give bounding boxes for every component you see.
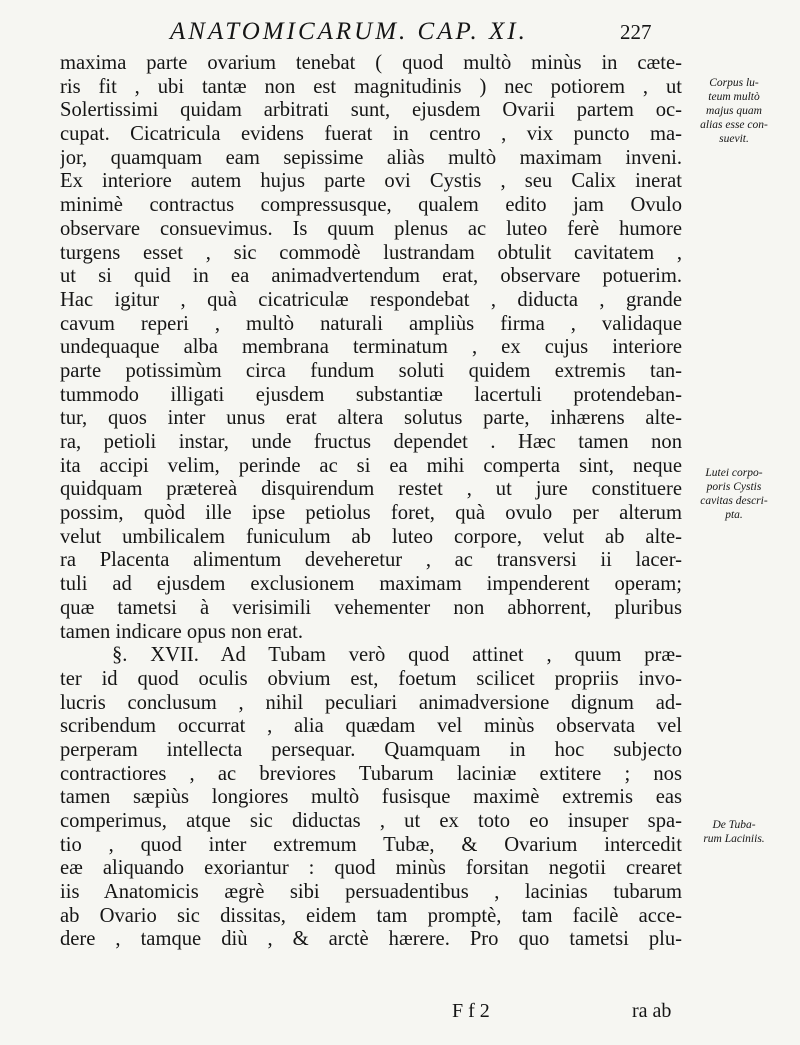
text-line: jor, quamquam eam sepissime aliàs multò maximam inveni. <box>60 146 682 169</box>
margin-note-tubarum-laciniis <box>684 818 784 846</box>
section-heading-line: §. XVII. Ad Tubam verò quod attinet , quum præ- <box>112 644 682 667</box>
margin-note-corpus-luteum <box>684 76 784 146</box>
text-line: Hac igitur , quà cicatriculæ respondebat , diducta , grande <box>60 288 682 311</box>
margin-note-line: rum Laciniis. <box>703 833 765 845</box>
margin-note-line: suevit. <box>719 133 749 145</box>
margin-note-line: Corpus lu- <box>709 77 759 89</box>
margin-note-line: poris Cystis <box>706 481 762 493</box>
text-line: velut umbilicalem funiculum ab luteo corpore, velut ab alte- <box>60 525 682 548</box>
text-line: perperam intellecta persequar. Quamquam in hoc subjecto <box>60 738 682 761</box>
text-line: scribendum occurrat , alia quædam vel minùs observata vel <box>60 715 682 738</box>
page-header <box>0 18 800 50</box>
text-line: observare consuevimus. Is quum plenus ac luteo ferè humore <box>60 217 682 240</box>
text-line: ris fit , ubi tantæ non est magnitudinis ) nec potiorem , ut <box>60 75 682 98</box>
text-line: ita accipi velim, perinde ac si ea mihi comperta sint, neque <box>60 454 682 477</box>
text-line: tio , quod inter extremum Tubæ, & Ovarium intercedit <box>60 833 682 856</box>
text-line: cupat. Cicatricula evidens fuerat in centro , vix puncto ma- <box>60 123 682 146</box>
text-line: ter id quod oculis obvium est, foetum scilicet propriis invo- <box>60 667 682 690</box>
text-line: dere , tamque diù , & arctè hærere. Pro quo tametsi plu- <box>60 928 682 951</box>
text-line: tur, quos inter unus erat altera solutus parte, inhærens alte- <box>60 407 682 430</box>
page-number: 227 <box>620 20 652 44</box>
text-line: iis Anatomicis ægrè sibi persuadentibus , lacinias tubarum <box>60 881 682 904</box>
text-line: comperimus, atque sic diductas , ut ex toto eo insuper spa- <box>60 810 682 832</box>
body-text <box>60 52 682 952</box>
margin-note-line: Lutei corpo- <box>705 467 763 479</box>
margin-note-line: teum multò <box>708 91 760 103</box>
running-head: ANATOMICARUM. CAP. XI. <box>170 18 528 45</box>
margin-note-line: pta. <box>725 509 743 521</box>
text-line: lucris conclusum , nihil peculiari animadversione dignum ad- <box>60 691 682 714</box>
text-line: eæ aliquando exoriantur : quod minùs forsitan negotii crearet <box>60 857 682 880</box>
margin-note-line: De Tuba- <box>712 819 756 831</box>
text-line: ab Ovario sic dissitas, eidem tam promptè, tam facilè acce- <box>60 904 682 927</box>
text-line: quæ tametsi à verisimili vehementer non abhorrent, pluribus <box>60 596 682 619</box>
text-line: ut si quid in ea animadvertendum erat, observare potuerim. <box>60 265 682 288</box>
catchword: ra ab <box>632 1000 672 1022</box>
text-line: Solertissimi quidam arbitrati sunt, ejusdem Ovarii partem oc- <box>60 99 682 122</box>
text-line: turgens esset , sic commodè lustrandam obtulit cavitatem , <box>60 241 682 264</box>
text-line: tuli ad ejusdem exclusionem maximam impenderent operam; <box>60 573 682 596</box>
text-line: tamen sæpiùs longiores multò fusisque maximè extremis eas <box>60 786 682 809</box>
text-line: tummodo illigati ejusdem substantiæ lacertuli protendeban- <box>60 383 682 406</box>
margin-note-line: cavitas descri- <box>700 495 768 507</box>
paragraph-end-line: tamen indicare opus non erat. <box>60 620 304 643</box>
margin-note-line: alias esse con- <box>700 119 768 131</box>
text-line: possim, quòd ille ipse petiolus foret, quà ovulo per alterum <box>60 502 682 525</box>
text-line: parte potissimùm circa fundum soluti quidem extremis tan- <box>60 359 682 382</box>
text-line: undequaque alba membrana terminatum , ex cujus interiore <box>60 336 682 359</box>
text-line: minimè contractus compressusque, qualem edito jam Ovulo <box>60 194 682 217</box>
text-line: cavum reperi , multò naturali ampliùs firma , validaque <box>60 312 682 335</box>
text-line: Ex interiore autem hujus parte ovi Cystis , seu Calix inerat <box>60 170 682 193</box>
text-line: quidquam prætereà disquirendum restet , ut jure constituere <box>60 478 682 501</box>
margin-note-cystis-cavitas <box>684 466 784 522</box>
text-line: maxima parte ovarium tenebat ( quod multò minùs in cæte- <box>60 52 682 74</box>
margin-note-line: majus quam <box>706 105 762 117</box>
text-line: ra Placenta alimentum deveheretur , ac transversi ii lacer- <box>60 549 682 572</box>
text-line: ra, petioli instar, unde fructus dependet . Hæc tamen non <box>60 431 682 453</box>
page-footer <box>0 1000 800 1030</box>
text-line: contractiores , ac breviores Tubarum laciniæ extitere ; nos <box>60 762 682 785</box>
signature-mark: F f 2 <box>452 1000 490 1022</box>
